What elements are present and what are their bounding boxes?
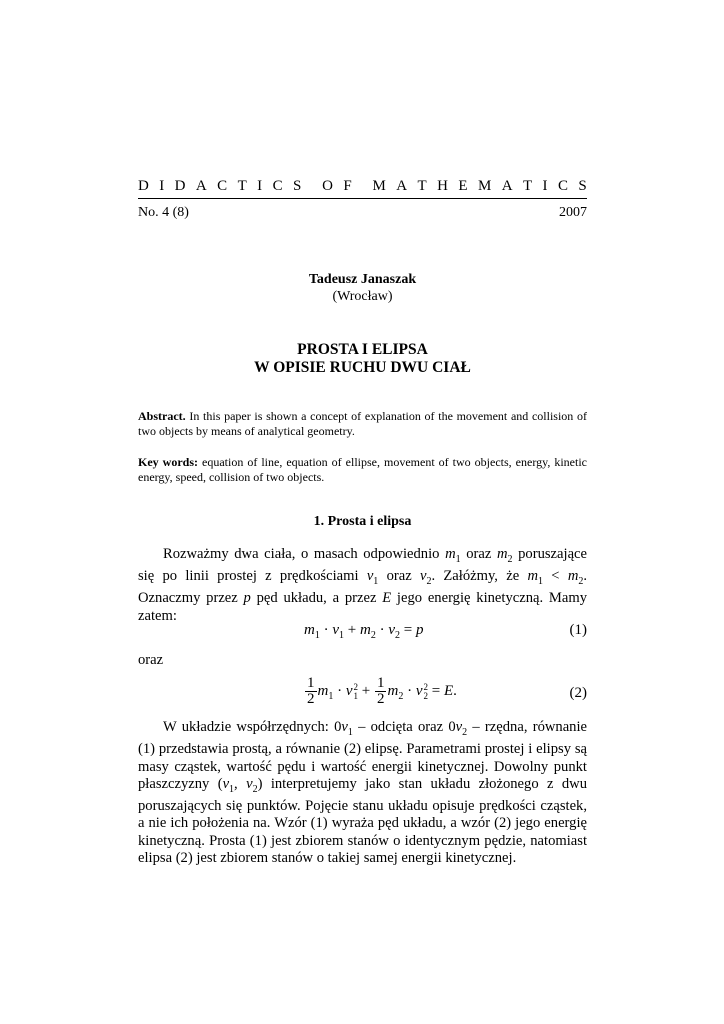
journal-letter: I: [159, 178, 165, 194]
connector-word: oraz: [138, 652, 164, 668]
journal-letter: A: [501, 178, 513, 194]
journal-letter: I: [257, 178, 263, 194]
journal-letter: C: [272, 178, 283, 194]
author-name: Tadeusz Janaszak: [308, 272, 417, 287]
journal-letter: H: [437, 178, 448, 194]
journal-letter: D: [138, 178, 149, 194]
issue-number: No. 4 (8): [138, 205, 189, 220]
journal-letter: C: [557, 178, 568, 194]
paragraph-1: Rozważmy dwa ciała, o masach odpowiednio $m_1$ oraz $m_2$ poruszające się po linii prostej z prędkościami $v_1$ oraz $v_2$. Załóżmy, że $m_1 < m_2$. Oznaczmy przez p pęd układu, a przez E jego energię kinetyczną. Mamy zatem:: [138, 546, 588, 624]
journal-title: [138, 178, 587, 195]
journal-letter: O: [322, 178, 333, 194]
journal-letter: T: [522, 178, 533, 194]
fraction-half: $\frac{1}{2}$: [376, 675, 385, 707]
equation-1-number: (1): [569, 622, 587, 638]
paper-title-line-2: W OPISIE RUCHU DWU CIAŁ: [254, 359, 471, 376]
journal-letter: D: [174, 178, 186, 194]
abstract-text: In this paper is shown a concept of explanation of the movement and collision of two objects by means of analytical geometry.: [138, 409, 587, 438]
keywords: [138, 455, 587, 485]
header-rule: [138, 198, 587, 199]
journal-letter: S: [578, 178, 587, 194]
section-heading: 1. Prosta i elipsa: [313, 514, 412, 529]
journal-letter: M: [477, 178, 492, 194]
abstract-label: Abstract.: [138, 409, 186, 423]
journal-letter: A: [396, 178, 408, 194]
journal-letter: I: [542, 178, 548, 194]
issue-year: 2007: [559, 205, 587, 220]
fraction-half: $\frac{1}{2}$: [307, 675, 315, 707]
journal-letter: T: [417, 178, 427, 194]
paragraph-2: W układzie współrzędnych: $0v_1$ – odcięta oraz $0v_2$ – rzędna, równanie (1) przedstawia prostą, a równanie (2) elipsę. Parametrami prostej i elipsy są masy cząstek, wartość pędu i wartość energii kinetycznej. Dowolny punkt płaszczyzny ($v_1$, $v_2$) interpretujemy jako stan układu złożonego z dwu poruszających się punktów. Pojęcie stanu układu opisuje prędkości cząstek, a nie ich położenia na. Wzór (1) wyraża pęd układu, a wzór (2) jego energię kinetyczną. Prosta (1) jest zbiorem stanów o identycznym pędzie, natomiast elipsa (2) jest zbiorem stanów o takiej samej energii kinetycznej.: [138, 719, 588, 866]
journal-letter: C: [217, 178, 228, 194]
author-affiliation: (Wrocław): [332, 289, 393, 304]
paper-title-line-1: PROSTA I ELIPSA: [297, 341, 428, 358]
equation-2-body: $\frac{1}{2}$ $m_1 \cdot v$ 2 1 + $\frac{1}{2}$ $m_2 \cdot v$ 2 2 = E.: [307, 675, 457, 707]
journal-letter: S: [292, 178, 302, 194]
abstract: [138, 409, 587, 439]
keywords-label: Key words:: [138, 455, 198, 469]
keywords-text: equation of line, equation of ellipse, movement of two objects, energy, kinetic energy, speed, collision of two objects.: [138, 455, 587, 484]
journal-letter: E: [458, 178, 468, 194]
equation-1-body: $m_1 \cdot v_1 + m_2 \cdot v_2 = p$: [304, 622, 424, 641]
journal-letter: A: [195, 178, 207, 194]
equation-2-number: (2): [569, 685, 587, 701]
journal-letter: M: [372, 178, 386, 194]
journal-letter: F: [343, 178, 352, 194]
journal-letter: T: [237, 178, 247, 194]
